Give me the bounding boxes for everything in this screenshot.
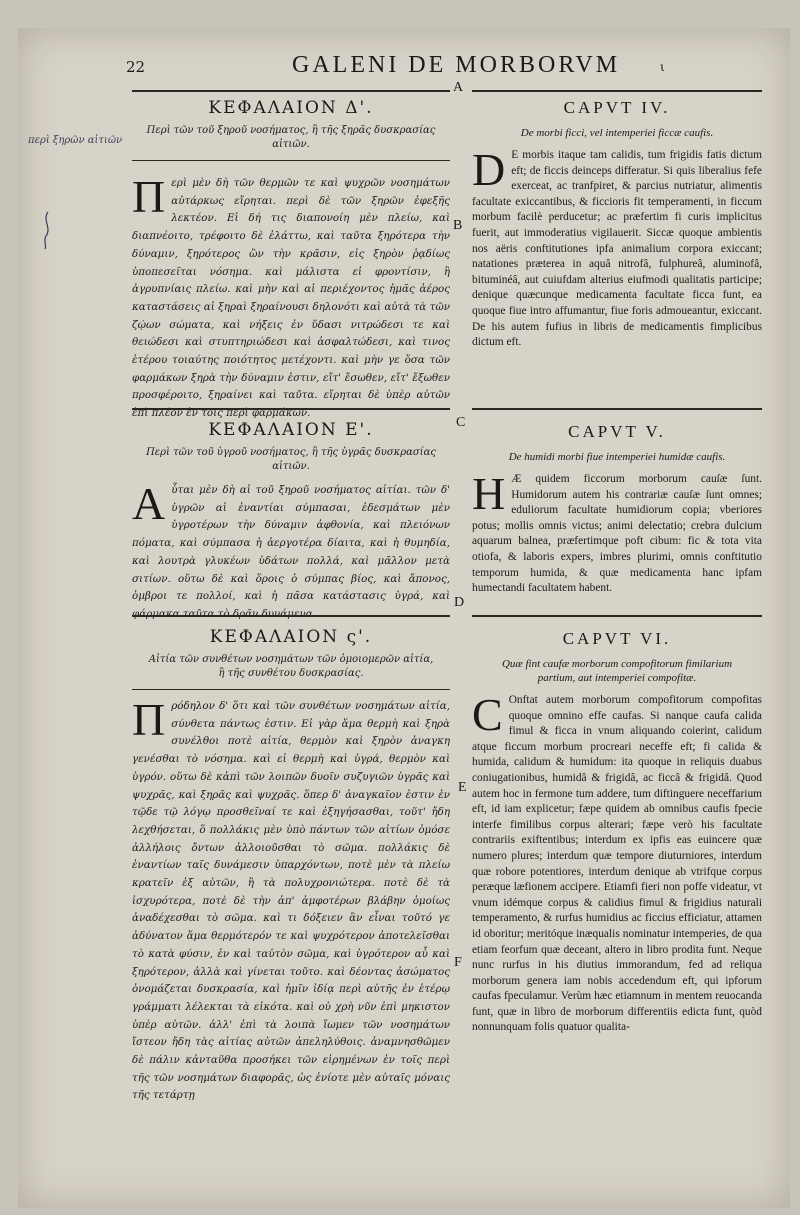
dropcap: Α: [132, 482, 166, 529]
dropcap: Π: [132, 175, 166, 222]
latin-caput-6: [472, 615, 762, 1138]
chapter-rule: [132, 408, 450, 410]
latin-caput-4: [472, 90, 762, 398]
chapter-heading: ΚΕΦΑΛΑΙΟΝ ς'.: [209, 627, 373, 647]
chapter-body: [472, 472, 762, 620]
side-letter-e: E: [458, 780, 467, 795]
margin-note: περὶ ξηρῶν αἰτιῶν: [28, 135, 123, 146]
chapter-subtitle-line1: Quæ fint caufæ morborum compofitorum fimilarium: [501, 658, 733, 670]
side-letter-b: B: [453, 218, 463, 233]
chapter-text: E morbis itaque tam calidis, tum frigidis fatis dictum eft; de ficcis deinceps differatur. Si quis liberalius fefe exerceat, ac tranfpiret, & parcius nutriatur, alimentis facultate exiccantibus, & ficcioris fit temperamenti, in ficcum morbum facilè perducetur; ac præfertim fi curis implicitus fuerit, aut immoderatius vigilauerit. Siccæ quoque ambientis nos aëris conftitutiones ipfa animalium corpora exiccant; natationes præterea in aquâ nitrofâ, fulphureâ, aluminofâ, bituminéâ, aut cuiufdam alterius eiufmodi qualitatis participe; denique quæcunque medicamenta facultate ficca funt, ea quoque fiue intro affumantur, fiue foris admoueantur, exiccant. De his autem fufius in libris de medicamentis fimplicibus dictum eft.: [472, 149, 762, 349]
chapter-text: Onftat autem morborum compofitorum compofitas quoque omnino effe caufas. Si nanque caufa calida fimul & ficca in vnum aliquando coierint, calidum atque ficcum morbum procreari neceffe eft; fi calida & humida, calidum & humidum: ita quoque in reliquis duabus coniugationibus, humidâ & frigidâ, ac ficcâ & frigidâ. Quod autem hoc in fermone tum addere, tum diftinguere neceffarium eft, id iam explicetur; fæpe quidem ab omnibus caufis fpecie interfe fimilibus corpus alterari; fæpe verò his facultate contrariis exiftentibus; interdum ex ipfis eas euincere quæ numero plures; interdum quæ tempore diuturniores, interdum quæ robore potentiores, interdum denique ab vtrifque corpus peræque læfionem accipere. Etiamfi fieri non poffe videatur, vt vnum idémque corpus & calidius fimul & frigidius naturali temperamento, & rurfus humidius ac ficcius efficiatur, attamen id oboritur; meritóque inæqualis nominatur intemperies, de qua etiam feorfum quæ deceant, altero in libro prodita funt. Neque nunc rurfus in his diutius immorandum, fed ad reliqua morborum genera iam nobis accedendum eft, qui ipforum caufas fpeculamur. Verùm hæc etiamnum in mentem reuocanda funt, quæ in libro de morborum differentiis edicta funt, quòd nonnunquam folis quatuor qualita-: [472, 694, 762, 1034]
chapter-body: [132, 482, 450, 632]
chapter-subtitle: De humidi morbi fiue intemperiei humidæ caufis.: [508, 451, 726, 463]
dropcap: Π: [132, 698, 166, 745]
chapter-body: [472, 693, 762, 1138]
chapter-rule: [132, 615, 450, 617]
chapter-text: ερὶ μὲν δὴ τῶν θερμῶν τε καὶ ψυχρῶν νοσημάτων αὐτάρκως εἴρηται. περὶ δὲ τῶν ξηρῶν ἐφεξῆς λεκτέον. Εἰ δή τις διαπονοίη μὲν πλείω, καὶ διαπνέοιτο, τρέφοιτο δὲ ἐλάττω, καὶ ταῦτα ξηρότερα τὴν δύναμιν, ξηρότερος ὢν τὴν κρᾶσιν, εἰς ξηρὸν ῥᾳδίως ὑποπεσεῖται νόσημα. καὶ μάλιστα εἰ φροντίσιν, ἢ ἀγρυπνίαις πλείω. καὶ μὴν καὶ αἱ περιέχοντος ἡμᾶς ἀέρος καταστάσεις αἱ ξηραὶ ξηραίνουσι δηλονότι καὶ αὐτὰ τὰ τῶν ζῴων σώματα, καὶ νήξεις ἐν ὕδασι νιτρώδεσι τε καὶ θειώδεσι καὶ στυπτηριώδεσι καὶ ἀσφαλτώδεσι, καὶ τινος ἑτέρου τοιαύτης ποιότητος μετέχοντι. καὶ μὴν γε ὅσα τῶν φαρμάκων ξηρὰ τὴν δύναμιν ἐστιν, εἴτ' ἔσωθεν, εἴτ' ἔξωθεν προσφέροιτο, ξηραίνει καὶ ταῦτα. εἴρηται δὲ ὑπὲρ αὐτῶν ἐπὶ πλέον ἐν τοῖς περὶ φαρμάκων.: [132, 177, 450, 420]
chapter-body: [472, 148, 762, 398]
dropcap: C: [472, 693, 503, 740]
greek-chapter-4: [132, 90, 450, 425]
chapter-subtitle: Περὶ τῶν τοῦ ξηροῦ νοσήματος, ἢ τῆς ξηρᾶς δυσκρασίας αἰτιῶν.: [146, 125, 436, 150]
chapter-heading: CAPVT IV.: [563, 98, 671, 117]
side-letter-d: D: [454, 595, 465, 610]
chapter-rule: [472, 90, 762, 92]
latin-caput-5: [472, 408, 762, 620]
chapter-heading: CAPVT VI.: [562, 629, 672, 648]
side-letter-a: A: [453, 80, 464, 95]
chapter-rule: [132, 90, 450, 92]
chapter-heading: ΚΕΦΑΛΑΙΟΝ Ε'.: [208, 420, 374, 440]
chapter-rule: [472, 408, 762, 410]
running-title: GALENI DE MORBORVM: [292, 52, 621, 78]
chapter-subtitle-line1: Αἰτία τῶν συνθέτων νοσημάτων τῶν ὁμοιομερῶν αἰτία,: [148, 654, 434, 665]
running-head: [0, 52, 800, 82]
running-mark: ι: [660, 60, 665, 74]
chapter-subtitle: De morbi ficci, vel intemperiei ficcæ caufis.: [520, 127, 714, 139]
chapter-heading: ΚΕΦΑΛΑΙΟΝ Δ'.: [208, 98, 374, 118]
greek-chapter-6: [132, 615, 450, 1138]
chapter-subtitle: Περὶ τῶν τοῦ ὑγροῦ νοσήματος, ἢ τῆς ὑγρᾶς δυσκρασίας αἰτιῶν.: [146, 447, 436, 472]
margin-squiggle-mark: [40, 210, 54, 250]
dropcap: D: [472, 148, 506, 195]
page-number: 22: [126, 58, 146, 76]
side-letter-f: F: [454, 955, 462, 970]
chapter-body: [132, 175, 450, 425]
dropcap: H: [472, 472, 506, 519]
chapter-subtitle-line2: ἢ τῆς συνθέτου δυσκρασίας.: [218, 668, 364, 679]
chapter-body: [132, 698, 450, 1138]
chapter-text: Æ quidem ficcorum morborum cauſæ ſunt. Humidorum autem his contrariæ cauſæ ſunt omnes; eduliorum facultate humidiorum copia; vberiores potus; mollis omnis victus; animi delectatio; crebra dulcium aquarum balnea, præfertimque poft cibum: fic & tota vita otiofa, & laboris expers, imbres plurimi, omnis conftitutio temporum humida, & quæ medicamenta hanc ipfam humectandi facultatem habent.: [472, 473, 762, 595]
chapter-rule: [472, 615, 762, 617]
subtitle-rule: [132, 689, 450, 690]
side-letter-c: C: [456, 415, 466, 430]
greek-chapter-5: [132, 408, 450, 632]
subtitle-rule: [132, 160, 450, 161]
chapter-heading: CAPVT V.: [568, 422, 666, 441]
chapter-subtitle-line2: partium, aut intemperiei compofitæ.: [537, 672, 697, 684]
chapter-text: ὗται μὲν δὴ αἱ τοῦ ξηροῦ νοσήματος αἰτίαι. τῶν δ' ὑγρῶν αἱ ἐναντίαι σύμπασαι, ἐδεσμάτων μὲν ὑγροτέρων τὴν δύναμιν ἀφθονία, καὶ πλειόνων πόματα, καὶ σύμπασα ἡ ἀεργοτέρα δίαιτα, καὶ ἡ θυμηδία, καὶ λουτρὰ γλυκέων ὑδάτων πολλά, καὶ μᾶλλον μετὰ σιτίων. οὕτω δὲ καὶ ὅροις ὁ σύμπας βίος, καὶ ἄπονος, ὁμβροι τε πολλοί, καὶ ἡ πᾶσα κατάστασις ὑγρά, καὶ φάρμακα ταῦτα τὸ δρᾶν δυνάμενα.: [132, 484, 450, 620]
chapter-text: ρόδηλον δ' ὅτι καὶ τῶν συνθέτων νοσημάτων αἰτία, σύνθετα πάντως ἐστιν. Εἰ γὰρ ἅμα θερμὴ καὶ ξηρὰ συνέλθοι ποτὲ αἰτία, θερμὸν καὶ ξηρὸν ἀναγκη γενέσθαι τὸ νόσημα. καὶ εἰ θερμὴ καὶ ὑγρά, θερμὸν καὶ ὑγρόν. οὕτω δὲ κἀπὶ τῶν λοιπῶν δυοῖν συζυγιῶν ὑγρᾶς καὶ ψυχρᾶς, καὶ ξηρᾶς καὶ ψυχρᾶς. ὅπερ δ' ἀναγκαῖον ἐστιν ἐν τῷδε τῷ λόγῳ προσθεῖναί τε καὶ ἐξηγήσασθαι, τοῦτ' ἤδη λεχθήσεται, ὅ πολλάκις μὲν ὑπὸ πάντων τῶν αἰτίων ὁμόσε ἀλλήλοις ὄντων ἀλλοιοῦσθαι τὸ σῶμα. πολλάκις δὲ ἐναντίων ταῖς δυνάμεσιν ὑπαρχόντων, ποτὲ μὲν τὰ πλείω κρατεῖν ἐξ αὐτῶν, ἢ τὰ πολυχρονιώτερα. ποτὲ δὲ τὰ ἰσχυρότερα, ποτὲ δὲ τὴν ἀπ' ἀμφοτέρων βλάβην ὁμοίως ἀναδέχεσθαι τὸ σῶμα. καὶ τι δόξειεν ἂν εἶναι τοῦτό γε ἀδύνατον ἅμα θερμότερόν τε καὶ ψυχρότερον ἀποτελεῖσθαι τὸ κατὰ φύσιν, ἐν καὶ ταὐτὸν σῶμα, καὶ ὑγρότερον αὖ καὶ ξηρότερον, ἀλλὰ καὶ γίνεται τοῦτο. καὶ δέοντας ἀσώματος ὀνομάζεται δυσκρασία, καὶ ἡμῖν ἰδίᾳ περὶ αὐτῆς ἐν ἑτέρῳ γράμματι λέλεκται τὰ εἰκότα. καὶ οὐ χρὴ νῦν ἐπὶ μηκιστον ὑπὲρ αὐτῶν. ἀλλ' ἐπὶ τὰ λοιπὰ ἴωμεν τῶν νοσημάτων ἴστεον ἤδη τὰς αἰτίας αὐτῶν ἀπεληλύθοις. ἀναμνησθῶμεν δὲ πάλιν κἀνταῦθα προσήκει τῶν εἰρημένων ἐν τοῖς περὶ τῆς τῶν νοσημάτων διαφορᾶς, ὡς ἐνίοτε μὲν αὐταῖς μόναις τῆς τετάρτῃ: [132, 700, 450, 1102]
